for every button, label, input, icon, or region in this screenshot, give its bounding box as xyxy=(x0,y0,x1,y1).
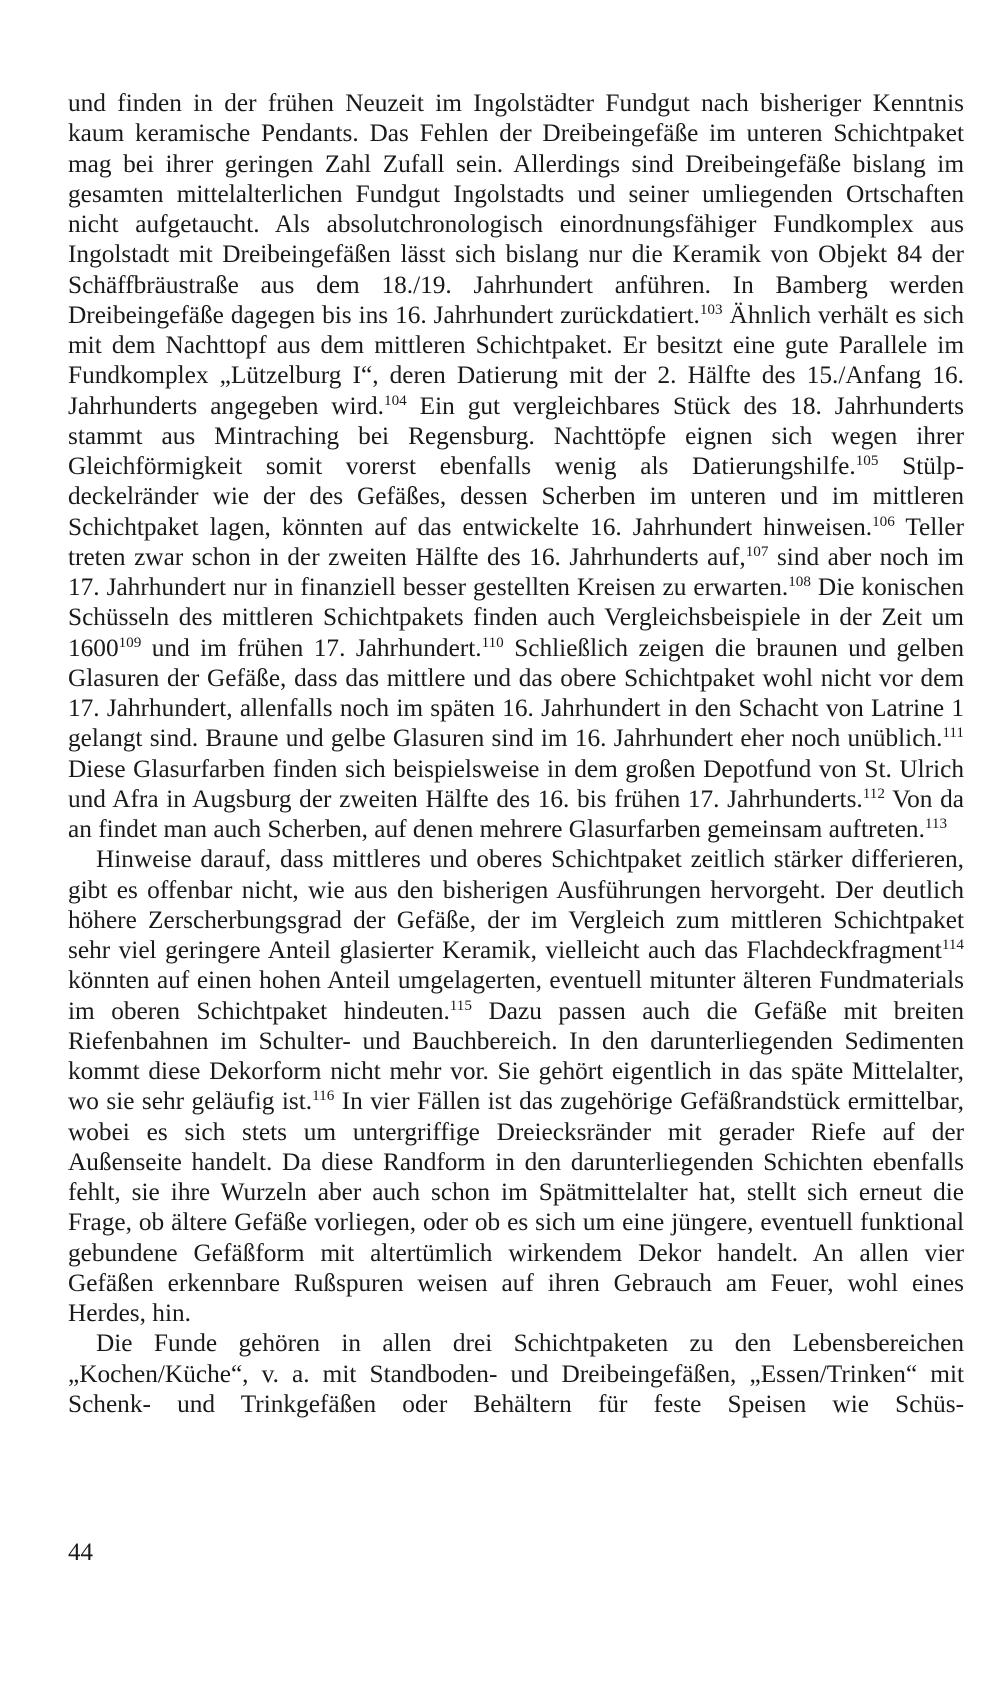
body-text xyxy=(68,88,964,1419)
footnote-ref: 103 xyxy=(699,300,723,318)
footnote-ref: 111 xyxy=(942,724,964,742)
text-run: könnten auf einen hohen Anteil umgelagerten, eventuell mitunter älteren Fundmaterials im oberen Schichtpaket hindeuten. xyxy=(68,966,964,1025)
footnote-ref: 107 xyxy=(745,542,769,560)
footnote-ref: 116 xyxy=(312,1087,335,1105)
footnote-ref: 104 xyxy=(384,391,407,409)
text-run: und im frühen 17. Jahrhundert. xyxy=(141,633,482,662)
footnote-ref: 112 xyxy=(862,784,885,802)
paragraph xyxy=(68,88,964,844)
text-run: Diese Glasurfarben finden sich beispielsweise in dem großen Depotfund von St. Ulrich und Afra in Augsburg der zweiten Hälfte des 16. bis frühen 17. Jahrhunderts. xyxy=(68,754,964,813)
text-run: sind aber noch im 17. Jahrhundert nur in finanziell besser gestellten Kreisen zu erwarten. xyxy=(68,542,964,601)
text-run: und finden in der frühen Neuzeit im Ingolstädter Fundgut nach bisheriger Kenntnis kaum keramische Pendants. Das Fehlen der Dreibeingefäße im unteren Schichtpaket mag bei ihrer geringen Zahl Zufall sein. Allerdings sind Dreibeingefäße bislang im gesamten mittelalterlichen Fundgut Ingolstadts und seiner umliegenden Ortschaften nicht aufgetaucht. Als absolutchronologisch einordnungsfähiger Fundkomplex aus Ingolstadt mit Dreibeingefäßen lässt sich bislang nur die Keramik von Objekt 84 der Schäffbräustraße aus dem 18./19. Jahrhundert anführen. In Bamberg werden Dreibeingefäße dagegen bis ins 16. Jahrhundert zurückdatiert. xyxy=(68,89,964,329)
footnote-ref: 110 xyxy=(481,633,504,651)
paragraph xyxy=(68,844,964,1328)
page-number: 44 xyxy=(68,1539,93,1566)
text-run: Dazu passen auch die Gefäße mit breiten Riefenbahnen im Schulter- und Bauchbereich. In den darunterliegenden Sedimenten kommt diese Dekorform nicht mehr vor. Sie gehört eigentlich in das späte Mittelalter, wo sie sehr geläufig ist. xyxy=(68,996,964,1116)
footnote-ref: 115 xyxy=(449,996,472,1014)
text-run: Schließlich zeigen die braunen und gelben Glasuren der Gefäße, dass das mittlere und das obere Schichtpaket wohl nicht vor dem 17. Jahrhundert, allenfalls noch im späten 16. Jahrhundert in den Schacht von Latrine 1 gelangt sind. Braune und gelbe Glasuren sind im 16. Jahrhundert eher noch unüblich. xyxy=(68,633,964,753)
text-run: Ähnlich verhält es sich mit dem Nachttopf aus dem mittleren Schichtpaket. Er besitzt eine gute Parallele im Fundkomplex „Lützelburg I“, deren Datierung mit der 2. Hälfte des 15./Anfang 16. Jahrhunderts angegeben wird. xyxy=(68,300,964,420)
footnote-ref: 105 xyxy=(855,451,879,469)
text-run: Die konischen Schüsseln des mittleren Schichtpakets finden auch Vergleichsbeispiele in der Zeit um 1600 xyxy=(68,573,964,662)
footnote-ref: 114 xyxy=(941,935,964,953)
text-run: Ein gut vergleichbares Stück des 18. Jahrhunderts stammt aus Mintraching bei Regensburg. Nachttöpfe eignen sich wegen ihrer Gleichförmigkeit somit vorerst ebenfalls wenig als Datierungshilfe. xyxy=(68,391,965,480)
text-run: Stülpdeckelränder wie der des Gefäßes, dessen Scherben im unteren und im mittleren Schichtpaket lagen, könnten auf das entwickelte 16. Jahrhundert hinweisen. xyxy=(68,452,964,541)
text-run: Von da an findet man auch Scherben, auf denen mehrere Glasurfarben gemeinsam auftreten. xyxy=(68,784,964,843)
footnote-ref: 113 xyxy=(924,814,948,832)
text-run: Teller treten zwar schon in der zweiten Hälfte des 16. Jahrhunderts auf, xyxy=(68,512,964,571)
text-run: Die Funde gehören in allen drei Schichtpaketen zu den Lebensbereichen „Kochen/Küche“, v. a. mit Standboden- und Dreibeingefäßen, „Essen/Trinken“ mit Schenk- und Trinkgefäßen oder Behältern für feste Speisen wie Schüs- xyxy=(68,1329,964,1418)
paragraph xyxy=(68,1328,964,1419)
footnote-ref: 108 xyxy=(788,572,811,590)
footnote-ref: 109 xyxy=(118,633,142,651)
footnote-ref: 106 xyxy=(872,512,895,530)
text-run: In vier Fällen ist das zugehörige Gefäßrandstück ermittelbar, wobei es sich stets um untergriffige Dreiecksränder mit gerader Riefe auf der Außenseite handelt. Da diese Randform in den darunterliegenden Schichten ebenfalls fehlt, sie ihre Wurzeln aber auch schon im Spätmittelalter hat, stellt sich erneut die Frage, ob ältere Gefäße vorliegen, oder ob es sich um eine jüngere, eventuell funktional gebundene Gefäßform mit altertümlich wirkendem Dekor handelt. An allen vier Gefäßen erkennbare Rußspuren weisen auf ihren Gebrauch am Feuer, wohl eines Herdes, hin. xyxy=(68,1087,964,1327)
text-run: Hinweise darauf, dass mittleres und oberes Schichtpaket zeitlich stärker differieren, gibt es offenbar nicht, wie aus den bisherigen Ausführungen hervorgeht. Der deutlich höhere Zerscherbungsgrad der Gefäße, der im Vergleich zum mittleren Schichtpaket sehr viel geringere Anteil glasierter Keramik, vielleicht auch das Flachdeckfragment xyxy=(68,845,964,964)
